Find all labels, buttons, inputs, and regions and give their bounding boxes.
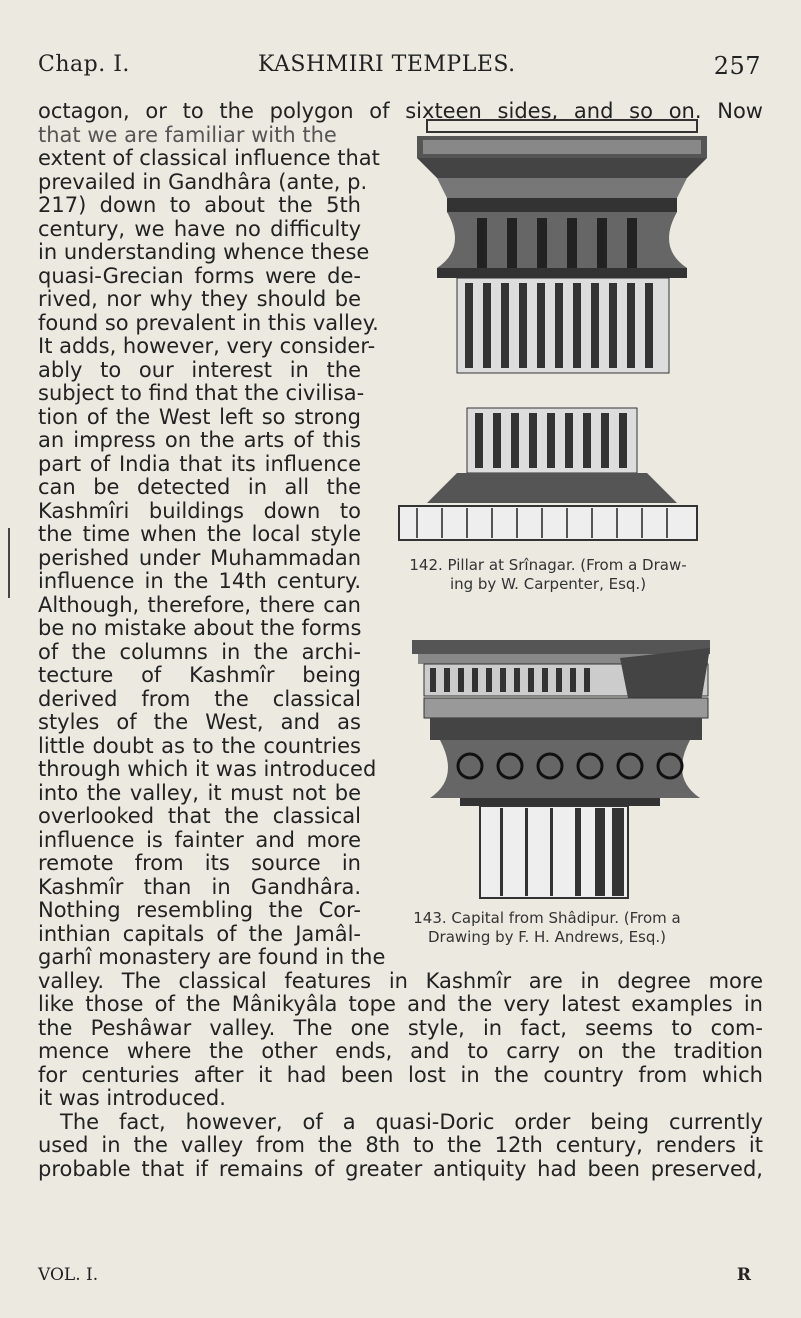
- figure-142-pillar-illustration: [397, 118, 709, 543]
- text-line: an impress on the arts of this: [38, 428, 361, 452]
- figure-143-capital-illustration: [400, 638, 712, 900]
- text-line: probable that if remains of greater antiquity had been preserved,: [38, 1156, 763, 1181]
- text-line: the Peshâwar valley. The one style, in fact, seems to com-: [38, 1015, 763, 1040]
- text-line: extent of classical influence that: [38, 146, 380, 170]
- text-line: perished under Muhammadan: [38, 545, 361, 570]
- text-line: ably to our interest in the: [38, 357, 361, 382]
- text-line: century, we have no difficulty: [38, 216, 361, 241]
- margin-mark: [8, 528, 10, 598]
- text-line: used in the valley from the 8th to the 12th century, renders it: [38, 1133, 763, 1157]
- text-line: it was introduced.: [38, 1086, 226, 1110]
- text-line: Kashmîr than in Gandhâra.: [38, 874, 361, 899]
- text-line: garhî monastery are found in the: [38, 945, 386, 969]
- text-line: mence where the other ends, and to carry on the tradition: [38, 1039, 763, 1063]
- text-line: part of India that its influence: [38, 451, 361, 476]
- text-line: tecture of Kashmîr being: [38, 663, 361, 687]
- text-line: influence in the 14th century.: [38, 569, 361, 593]
- text-line: overlooked that the classical: [38, 804, 361, 828]
- text-line: influence is fainter and more: [38, 827, 361, 852]
- text-line: in understanding whence these: [38, 240, 370, 264]
- figure-142-caption-line2: ing by W. Carpenter, Esq.): [449, 575, 647, 593]
- figure-142-caption: [378, 556, 718, 594]
- page-number: 257: [713, 52, 761, 80]
- text-line: prevailed in Gandhâra (ante, p.: [38, 169, 368, 194]
- text-line: It adds, however, very consider-: [38, 334, 376, 358]
- text-line: styles of the West, and as: [38, 710, 361, 734]
- text-line: rived, nor why they should be: [38, 287, 361, 311]
- volume-label: VOL. I.: [38, 1265, 99, 1285]
- text-line: can be detected in all the: [38, 475, 361, 499]
- text-line: for centuries after it had been lost in the country from which: [38, 1062, 763, 1087]
- figure-143-caption-line2: Drawing by F. H. Andrews, Esq.): [427, 928, 667, 946]
- text-line: found so prevalent in this valley.: [38, 310, 379, 335]
- text-line: derived from the classical: [38, 686, 361, 711]
- text-line: little doubt as to the countries: [38, 733, 361, 758]
- text-line: octagon, or to the polygon of sixteen sides, and so on. Now: [38, 99, 763, 123]
- text-line: into the valley, it must not be: [38, 780, 361, 805]
- text-line: Although, therefore, there can: [38, 592, 361, 617]
- running-header: [38, 52, 761, 82]
- figure-143-caption-line1: 143. Capital from Shâdipur. (From a: [413, 909, 681, 927]
- page-footer: [38, 1265, 761, 1285]
- text-line: 217) down to about the 5th: [38, 193, 361, 217]
- text-line: quasi-Grecian forms were de-: [38, 263, 361, 288]
- text-line: The fact, however, of a quasi-Doric order being currently: [60, 1109, 763, 1134]
- text-line: through which it was introduced: [38, 757, 377, 781]
- text-line: be no mistake about the forms: [38, 616, 362, 640]
- figure-143-caption: [372, 909, 722, 947]
- text-line: subject to find that the civilisa-: [38, 381, 365, 405]
- text-line: of the columns in the archi-: [38, 639, 361, 664]
- text-line: inthian capitals of the Jamâl-: [38, 921, 361, 946]
- text-line: valley. The classical features in Kashmîr are in degree more: [38, 968, 763, 993]
- figure-142-caption-line1: 142. Pillar at Srînagar. (From a Draw-: [409, 556, 687, 574]
- text-line: Kashmîri buildings down to: [38, 498, 361, 523]
- text-line: the time when the local style: [38, 522, 361, 546]
- text-line: like those of the Mânikyâla tope and the very latest examples in: [38, 992, 763, 1016]
- signature-mark: R: [736, 1265, 751, 1285]
- text-line: that we are familiar with the: [38, 122, 337, 147]
- header-title: KASHMIRI TEMPLES.: [258, 52, 516, 77]
- text-line: tion of the West left so strong: [38, 404, 361, 429]
- text-line: Nothing resembling the Cor-: [38, 898, 361, 922]
- text-line: remote from its source in: [38, 851, 361, 875]
- chapter-label: Chap. I.: [38, 52, 130, 77]
